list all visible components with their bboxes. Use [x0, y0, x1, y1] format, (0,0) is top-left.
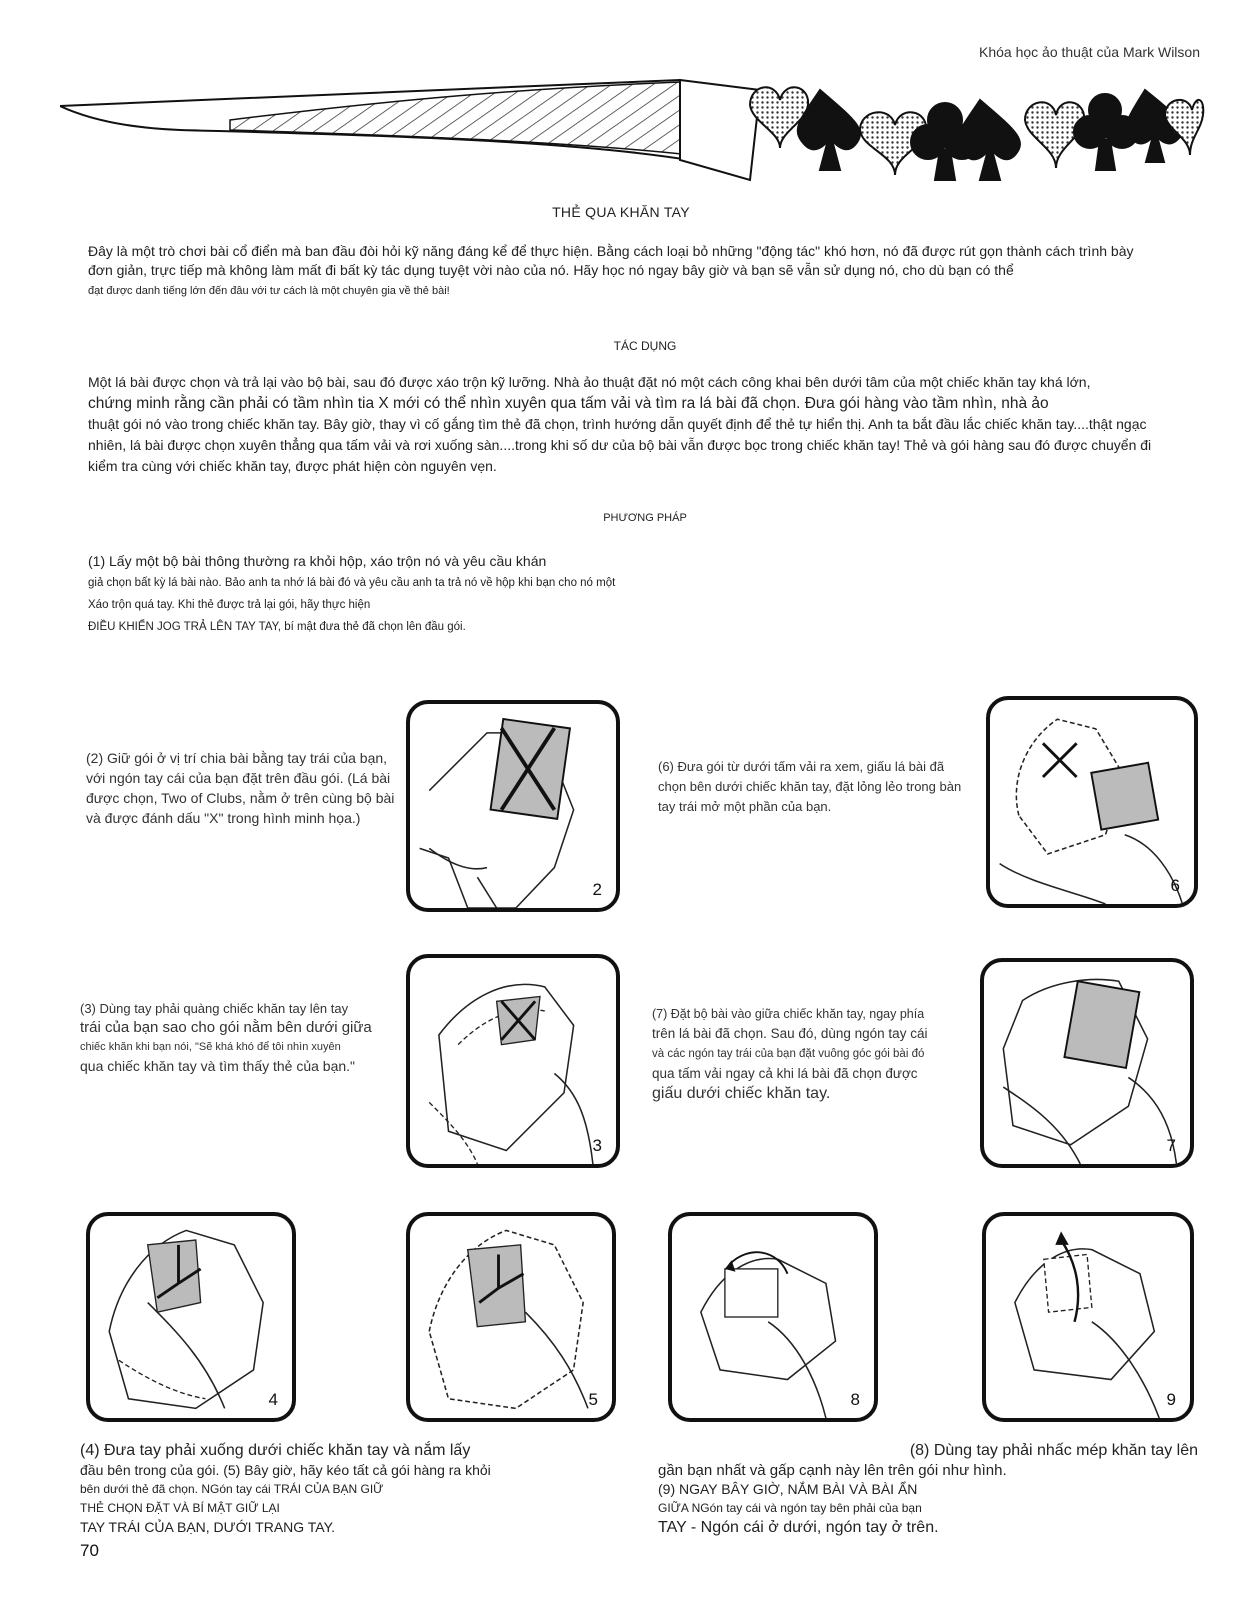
figure-number: 9 [1166, 1390, 1176, 1409]
steps-8-9-line-4: GIỮA NGón tay cái và ngón tay bên phải của bạn [658, 1501, 922, 1515]
step-7-line-e: giấu dưới chiếc khăn tay. [652, 1085, 831, 1102]
handkerchief-over-hand-illustration [410, 958, 616, 1164]
page-title: THẺ QUA KHĂN TAY [552, 204, 690, 220]
step-7-line-c: và các ngón tay trái của bạn đặt vuông góc gói bài đó [652, 1048, 925, 1060]
steps-8-9-text [658, 1441, 1198, 1538]
steps-4-5-line-1: (4) Đưa tay phải xuống dưới chiếc khăn tay và nắm lấy [80, 1442, 471, 1459]
figure-4 [86, 1212, 296, 1422]
step-6-text: (6) Đưa gói từ dưới tấm vải ra xem, giấu lá bài đã chọn bên dưới chiếc khăn tay, đặt lỏng lẻo trong bàn tay trái mở một phần của bạn. [658, 759, 962, 814]
step-7-text [652, 1004, 972, 1104]
steps-4-5-line-5: TAY TRÁI CỦA BẠN, DƯỚI TRANG TAY. [80, 1519, 336, 1535]
step-3-line-c: chiếc khăn khi bạn nói, "Sẽ khá khó để tôi nhìn xuyên [80, 1041, 341, 1053]
steps-8-9-line-5: TAY - Ngón cái ở dưới, ngón tay ở trên. [658, 1519, 939, 1536]
deck-under-handkerchief-illustration [990, 700, 1194, 904]
pinching-deck-illustration [986, 1216, 1190, 1418]
hand-holding-deck-illustration [410, 704, 616, 908]
figure-number: 7 [1166, 1136, 1176, 1155]
folding-edge-illustration [672, 1216, 874, 1418]
effect-line-3: thuật gói nó vào trong chiếc khăn tay. Bây giờ, thay vì cố gắng tìm thẻ đã chọn, trình hướng dẫn quyết định để thẻ tự hiển thị. Anh ta bắt đầu lắc chiếc khăn tay....thật ngạc nhiên, lá bài được chọn xuyên thẳng qua tấm vải và rơi xuống sàn....trong khi số dư của bộ bài vẫn được bọc trong chiếc khăn tay! Thẻ và gói hàng sau đó được chuyển đi kiểm tra cùng với chiếc khăn tay, được phát hiện còn nguyên vẹn. [88, 416, 1152, 474]
steps-4-5-line-3: bên dưới thẻ đã chọn. NGón tay cái TRÁI CỦA BẠN GIỮ [80, 1482, 384, 1496]
figure-number: 5 [588, 1390, 598, 1409]
figure-6 [986, 696, 1198, 908]
steps-4-5-text [80, 1441, 600, 1537]
card-fan-banner [60, 60, 1205, 190]
effect-line-2: chứng minh rằng cần phải có tầm nhìn tia X mới có thể nhìn xuyên qua tấm vải và tìm ra lá bài đã chọn. Đưa gói hàng vào tầm nhìn, nhà ảo [88, 395, 1049, 412]
step-2-text: (2) Giữ gói ở vị trí chia bài bằng tay trái của bạn, với ngón tay cái của bạn đặt trên đầu gói. (Lá bài được chọn, Two of Clubs, nằm ở trên cùng bộ bài và được đánh dấu "X" trong hình minh họa.) [86, 750, 395, 826]
figure-9 [982, 1212, 1194, 1422]
effect-paragraph [88, 372, 1160, 477]
figure-number: 8 [850, 1390, 860, 1409]
intro-paragraph [88, 242, 1148, 301]
steps-4-5-line-2: đầu bên trong của gói. (5) Bây giờ, hãy kéo tất cả gói hàng ra khỏi [80, 1462, 491, 1478]
intro-line-1: Đây là một trò chơi bài cổ điển mà ban đầu đòi hỏi kỹ năng đáng kể để thực hiện. Bằng cách loại bỏ những "động tác" khó hơn, nó đã được rút gọn thành cách trình bày đơn giản, trực tiếp mà không làm mất đi bất kỳ tác dụng tuyệt vời nào của nó. Hãy học nó ngay bây giờ và bạn sẽ vẫn sử dụng nó, cho dù bạn có thể [88, 243, 1134, 278]
step-3-text [80, 1000, 400, 1076]
steps-8-9-line-2: gần bạn nhất và gấp cạnh này lên trên gói như hình. [658, 1462, 1007, 1479]
method-heading: PHƯƠNG PHÁP [603, 512, 687, 524]
steps-8-9-line-3: (9) NGAY BÂY GIỜ, NẮM BÀI VÀ BÀI ẨN [658, 1481, 918, 1497]
intro-line-2: đạt được danh tiếng lớn đến đâu với tư cách là một chuyên gia về thẻ bài! [88, 285, 450, 297]
figure-number: 4 [268, 1390, 278, 1409]
step-1-line-c: ĐIỀU KHIỂN JOG TRẢ LÊN TAY TAY, bí mật đưa thẻ đã chọn lên đầu gói. [88, 621, 466, 633]
card-suits-icon [750, 87, 1203, 180]
deck-on-handkerchief-illustration [984, 962, 1190, 1164]
step-3-line-b: trái của bạn sao cho gói nằm bên dưới giữa [80, 1019, 372, 1036]
figure-number: 3 [592, 1136, 602, 1155]
step-1-text [88, 551, 628, 637]
figure-3 [406, 954, 620, 1168]
steps-8-9-line-1: (8) Dùng tay phải nhấc mép khăn tay lên [909, 1442, 1198, 1459]
step-7-line-a: (7) Đặt bộ bài vào giữa chiếc khăn tay, ngay phía [652, 1007, 925, 1021]
figure-number: 2 [592, 880, 602, 899]
figure-number: 6 [1170, 876, 1180, 895]
figure-7 [980, 958, 1194, 1168]
running-head: Khóa học ảo thuật của Mark Wilson [978, 44, 1200, 60]
hand-grasping-deck-illustration [90, 1216, 292, 1418]
figure-8 [668, 1212, 878, 1422]
step-1-line-a: (1) Lấy một bộ bài thông thường ra khỏi hộp, xáo trộn nó và yêu cầu khán [88, 553, 547, 569]
effect-line-1: Một lá bài được chọn và trả lại vào bộ bài, sau đó được xáo trộn kỹ lưỡng. Nhà ảo thuật đặt nó một cách công khai bên dưới tâm của một chiếc khăn tay khá lớn, [88, 374, 1091, 390]
step-7-line-b: trên lá bài đã chọn. Sau đó, dùng ngón tay cái [652, 1026, 928, 1041]
figure-5 [406, 1212, 616, 1422]
pulling-deck-out-illustration [410, 1216, 612, 1418]
step-3-line-d: qua chiếc khăn tay và tìm thấy thẻ của bạn." [80, 1058, 356, 1074]
steps-4-5-line-4: THẺ CHỌN ĐẶT VÀ BÍ MẬT GIỮ LẠI [80, 1501, 280, 1515]
figure-2 [406, 700, 620, 912]
step-3-line-a: (3) Dùng tay phải quàng chiếc khăn tay lên tay [80, 1001, 349, 1016]
effect-heading: TÁC DỤNG [613, 339, 677, 353]
step-7-line-d: qua tấm vải ngay cả khi lá bài đã chọn được [652, 1066, 918, 1081]
page-number: 70 [80, 1541, 99, 1560]
step-1-line-b: giả chọn bất kỳ lá bài nào. Bảo anh ta nhớ lá bài đó và yêu cầu anh ta trả nó về hộp khi bạn cho nó một Xáo trộn quá tay. Khi thẻ được trả lại gói, hãy thực hiện [88, 577, 616, 611]
